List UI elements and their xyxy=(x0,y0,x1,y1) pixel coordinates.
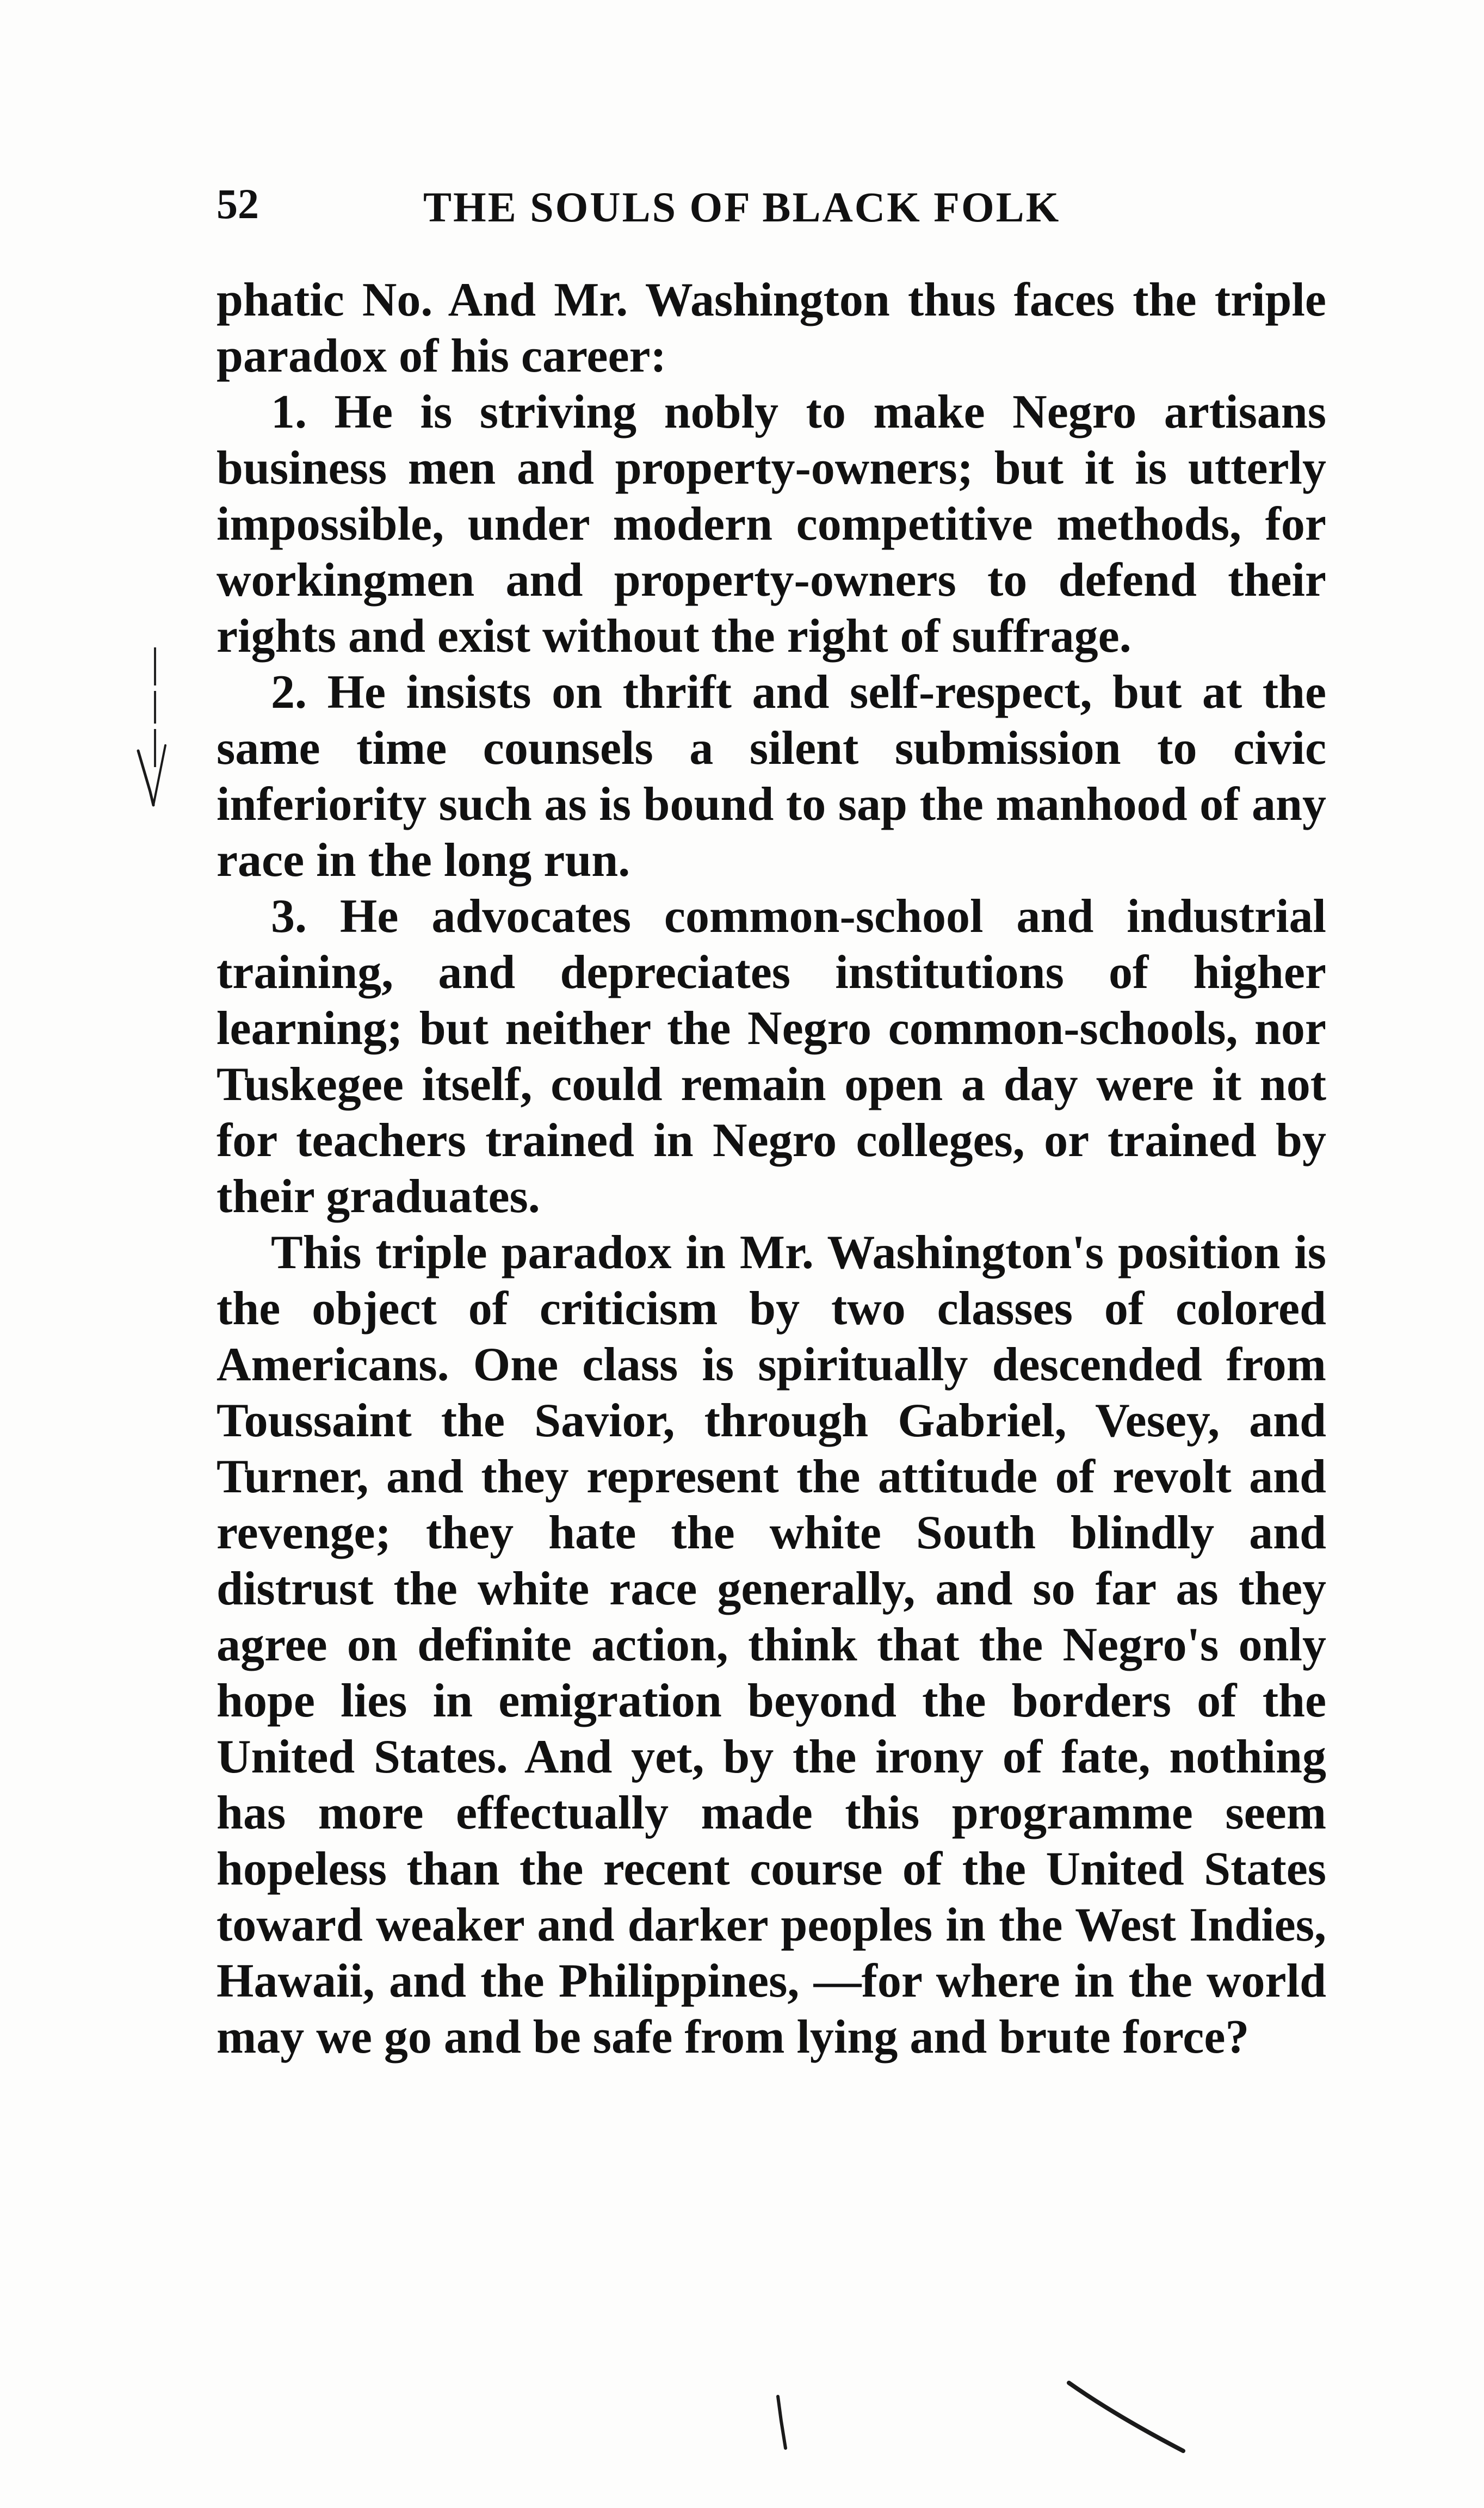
paragraph-criticism: This triple paradox in Mr. Washington's position is the object of criticism by two classes of colored Americans. One class is spiritually descended from Toussaint the Savior, through Gabriel, Vesey, and Turner, and they represent the attitude of revolt and revenge; they hate the white South blindly and distrust the white race generally, and so far as they agree on definite action, think that the Negro's only hope lies in emigration beyond the borders of the United States. And yet, by the irony of fate, nothing has more effectually made this programme seem hopeless than the recent course of the United States toward weaker and darker peoples in the West Indies, Hawaii, and the Philippines, —for where in the world may we go and be safe from lying and brute force? xyxy=(217,1226,1326,2064)
paradox-item-1: 1. He is striving nobly to make Negro artisans business men and property-owners; but it is utterly impossible, under modern competitive methods, for workingmen and property-owners to defend their rights and exist without the right of suffrage. xyxy=(217,386,1326,663)
margin-pencil-line-segment xyxy=(154,691,156,724)
paragraph-continuation: phatic No. And Mr. Washington thus faces the triple paradox of his career: xyxy=(217,274,1326,382)
page-header xyxy=(217,180,1098,239)
margin-check-mark-icon xyxy=(134,740,172,811)
paradox-item-3: 3. He advocates common-school and industrial training, and depreciates institutions of higher learning; but neither the Negro common-schools, nor Tuskegee itself, could remain open a day were it not for teachers trained in Negro colleges, or trained by their graduates. xyxy=(217,890,1326,1223)
stray-pencil-tick-icon xyxy=(774,2394,790,2454)
body-text xyxy=(217,272,1326,2065)
margin-pencil-line-segment xyxy=(154,647,156,685)
stray-pencil-stroke-icon xyxy=(1066,2377,1186,2454)
running-head: THE SOULS OF BLACK FOLK xyxy=(423,183,1061,231)
paradox-item-2: 2. He insists on thrift and self-respect, but at the same time counsels a silent submission to civic inferiority such as is bound to sap the manhood of any race in the long run. xyxy=(217,666,1326,887)
page-number: 52 xyxy=(217,180,259,227)
